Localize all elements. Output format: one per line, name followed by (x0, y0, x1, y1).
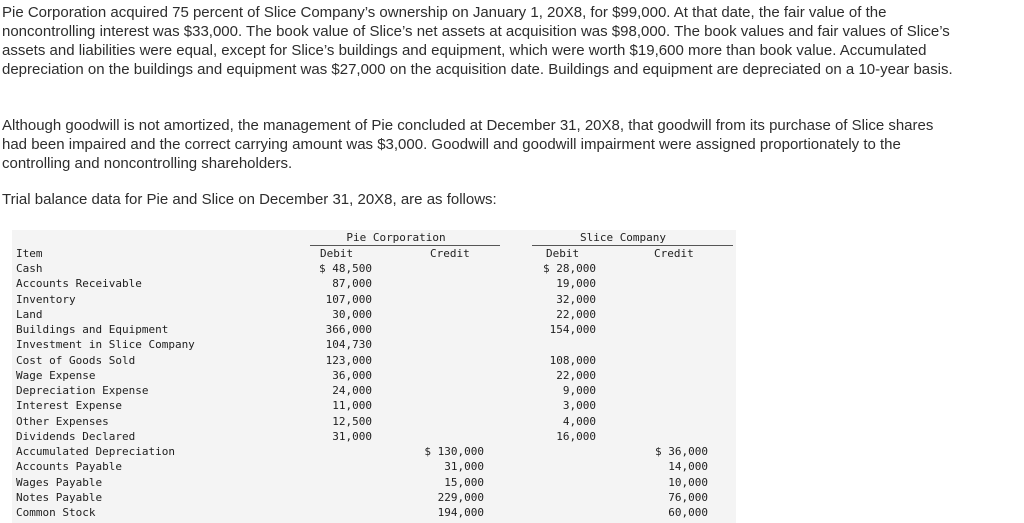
pie-debit-header: Debit (320, 247, 354, 260)
pie-credit-cell: 229,000 (437, 490, 484, 504)
pie-debit-cell: 31,000 (332, 429, 372, 443)
slice-debit-cell: 3,000 (562, 399, 596, 413)
slice-debit-cell: 4,000 (562, 414, 596, 428)
pie-credit-cell: 15,000 (444, 475, 484, 489)
item-cell: Other Expenses (16, 414, 109, 428)
slice-debit-cell: 154,000 (549, 323, 596, 336)
pie-debit-cell: 123,000 (325, 353, 372, 367)
pie-debit-cell: $ 48,500 (319, 262, 372, 275)
pie-credit-cell: 194,000 (437, 506, 484, 519)
pie-debit-cell: 36,000 (332, 368, 372, 382)
item-cell: Depreciation Expense (16, 384, 149, 397)
item-cell: Land (16, 307, 43, 321)
pie-debit-cell: 30,000 (332, 307, 372, 321)
item-cell: Wage Expense (16, 368, 96, 382)
pie-debit-cell: 24,000 (332, 384, 372, 397)
pie-debit-cell: 107,000 (325, 292, 372, 306)
pie-credit-cell: 31,000 (444, 460, 484, 474)
item-cell: Interest Expense (16, 399, 122, 413)
item-cell: Notes Payable (16, 490, 103, 504)
pie-debit-cell: 87,000 (332, 277, 372, 291)
pie-debit-cell: 11,000 (332, 399, 372, 413)
slice-credit-cell: $ 36,000 (655, 445, 708, 458)
slice-credit-cell: 14,000 (668, 460, 708, 474)
slice-debit-cell: 32,000 (556, 292, 596, 306)
slice-debit-cell: 19,000 (556, 277, 596, 291)
trial-balance-intro: Trial balance data for Pie and Slice on December 31, 20X8, are as follows: (2, 191, 497, 208)
item-cell: Accounts Receivable (16, 277, 142, 291)
slice-credit-cell: 76,000 (668, 490, 708, 504)
item-cell: Accounts Payable (16, 460, 122, 474)
item-cell: Buildings and Equipment (16, 323, 169, 336)
slice-debit-cell: 9,000 (562, 384, 596, 397)
item-cell: Dividends Declared (16, 429, 136, 443)
slice-debit-cell: 16,000 (556, 429, 596, 443)
item-cell: Accumulated Depreciation (16, 445, 175, 458)
slice-credit-cell: 10,000 (668, 475, 708, 489)
pie-debit-cell: 12,500 (332, 414, 372, 428)
slice-credit-header: Credit (654, 247, 694, 260)
slice-credit-cell: 60,000 (668, 506, 708, 519)
slice-debit-cell: 22,000 (556, 307, 596, 321)
item-cell: Common Stock (16, 506, 96, 519)
pie-credit-header: Credit (430, 247, 470, 260)
pie-corporation-header: Pie Corporation (346, 231, 446, 244)
pie-debit-cell: 104,730 (325, 338, 372, 352)
item-cell: Investment in Slice Company (16, 338, 195, 352)
item-cell: Cash (16, 262, 43, 275)
trial-balance-table (12, 230, 736, 523)
slice-debit-cell: 22,000 (556, 368, 596, 382)
intro-paragraph: Pie Corporation acquired 75 percent of Slice Company’s ownership on January 1, 20X8, for $99,000. At that date, the fair value of the noncontrolling interest was $33,000. The book value of Slice’s net assets at acquisition was $98,000. The book values and fair values of Slice’s assets and liabilities were equal, except for Slice’s buildings and equipment, which were worth $19,600 more than book value. Accumulated depreciation on the buildings and equipment was $27,000 on the acquisition date. Buildings and equipment are depreciated on a 10-year basis. (2, 4, 953, 78)
pie-credit-cell: $ 130,000 (424, 445, 484, 458)
slice-debit-cell: 108,000 (549, 353, 596, 367)
pie-debit-cell: 366,000 (325, 323, 372, 336)
slice-debit-header: Debit (546, 247, 580, 260)
item-column-header: Item (16, 247, 43, 260)
item-cell: Wages Payable (16, 475, 103, 489)
item-cell: Cost of Goods Sold (16, 353, 136, 367)
slice-debit-cell: $ 28,000 (543, 262, 596, 275)
item-cell: Inventory (16, 292, 76, 306)
goodwill-paragraph: Although goodwill is not amortized, the management of Pie concluded at December 31, 20X8, that goodwill from its purchase of Slice shares had been impaired and the correct carrying amount was $3,000. Goodwill and goodwill impairment were assigned proportionately to the controlling and noncontrolling shareholders. (2, 117, 934, 172)
slice-company-header: Slice Company (579, 231, 667, 244)
